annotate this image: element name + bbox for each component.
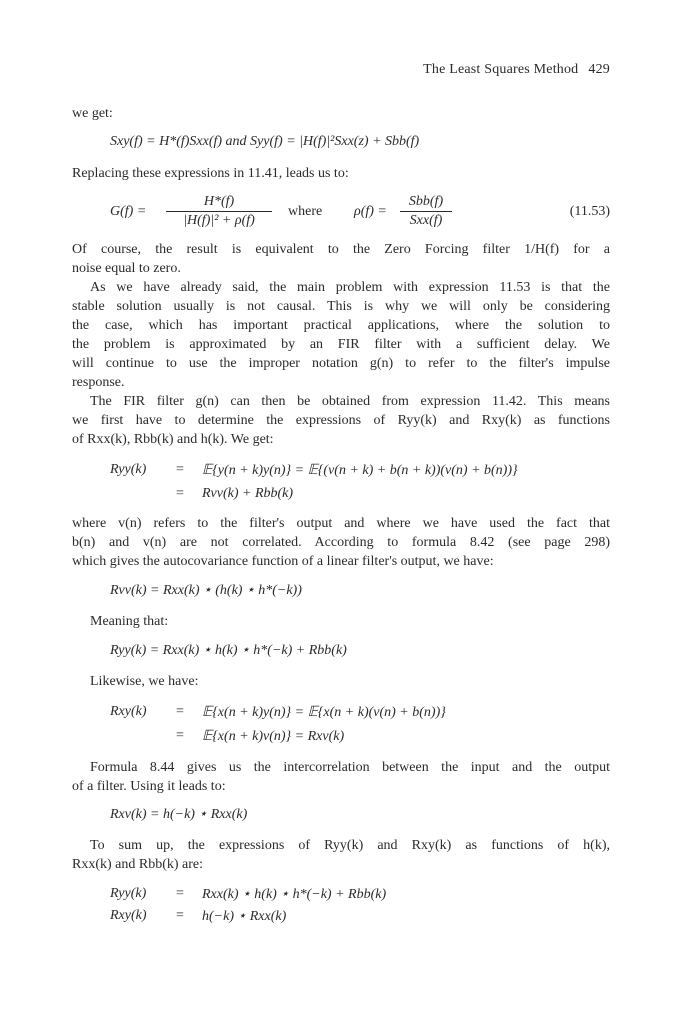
eq-equals: =: [176, 728, 184, 743]
text-line: b(n) and v(n) are not correlated. According to formula 8.42 (see page 298): [72, 535, 610, 550]
eq-equals: =: [176, 462, 184, 477]
text-line: will continue to use the improper notation g(n) to refer to the filter's impulse: [72, 356, 610, 371]
text-line: response.: [72, 375, 125, 390]
text-line: Replacing these expressions in 11.41, leads us to:: [72, 166, 349, 181]
eq-lhs: G(f) =: [110, 204, 147, 219]
eq-equals: =: [176, 908, 184, 923]
eq-rhs: 𝔼{x(n + k)y(n)} = 𝔼{x(n + k)(v(n) + b(n))}: [202, 705, 446, 720]
text-line: The FIR filter g(n) can then be obtained from expression 11.42. This means: [90, 394, 610, 409]
page-number: 429: [588, 62, 610, 77]
header-title: The Least Squares Method: [423, 62, 579, 77]
eq-equals: =: [176, 486, 184, 501]
fraction-bar: [400, 211, 452, 212]
eq-rho-fraction: [400, 194, 452, 229]
eq-rhs: 𝔼{y(n + k)y(n)} = 𝔼{(v(n + k) + b(n + k))(v(n) + b(n))}: [202, 463, 518, 478]
text-line: Rxx(k) and Rbb(k) are:: [72, 857, 204, 872]
text-line: Meaning that:: [90, 614, 169, 629]
eq-lhs: Rxy(k): [110, 908, 147, 923]
text-line: the problem is approximated by an FIR filter with a sufficient delay. We: [72, 337, 610, 352]
eq-numerator: H*(f): [203, 194, 235, 209]
equation-ryy-expanded: Ryy(k) = Rxx(k) ⋆ h(k) ⋆ h*(−k) + Rbb(k): [110, 643, 347, 658]
eq-rhs: h(−k) ⋆ Rxx(k): [202, 909, 287, 924]
text-line: which gives the autocovariance function of a linear filter's output, we have:: [72, 554, 494, 569]
eq-equals: =: [176, 886, 184, 901]
text-line: Of course, the result is equivalent to the Zero Forcing filter 1/H(f) for a: [72, 242, 610, 257]
text-line: where v(n) refers to the filter's output and where we have used the fact that: [72, 516, 610, 531]
eq-rhs: Rxx(k) ⋆ h(k) ⋆ h*(−k) + Rbb(k): [202, 887, 387, 902]
eq-lhs: Rxy(k): [110, 704, 147, 719]
running-header: [423, 62, 610, 78]
text-line: As we have already said, the main problem with expression 11.53 is that the: [90, 280, 610, 295]
text-line: Formula 8.44 gives us the intercorrelation between the input and the output: [90, 760, 610, 775]
text-line: stable solution usually is not causal. This is why we will only be considering: [72, 299, 610, 314]
text-line: Likewise, we have:: [90, 674, 199, 689]
eq-rho-denominator: Sxx(f): [409, 213, 443, 228]
eq-rhs: 𝔼{x(n + k)v(n)} = Rxv(k): [202, 729, 345, 744]
eq-denominator: |H(f)|² + ρ(f): [183, 213, 255, 228]
eq-fraction: [166, 194, 272, 229]
equation-sxy: Sxy(f) = H*(f)Sxx(f) and Syy(f) = |H(f)|²Sxx(z) + Sbb(f): [110, 134, 420, 149]
text-line: To sum up, the expressions of Ryy(k) and Rxy(k) as functions of h(k),: [90, 838, 610, 853]
eq-lhs: Ryy(k): [110, 462, 147, 477]
eq-where: where: [288, 204, 323, 219]
eq-rho-numerator: Sbb(f): [408, 194, 444, 209]
eq-lhs: Ryy(k): [110, 886, 147, 901]
text-line: noise equal to zero.: [72, 261, 181, 276]
text-line: we first have to determine the expressions of Ryy(k) and Rxy(k) as functions: [72, 413, 610, 428]
equation-number: (11.53): [569, 204, 610, 219]
equation-rvv: Rvv(k) = Rxx(k) ⋆ (h(k) ⋆ h*(−k)): [110, 583, 302, 598]
eq-equals: =: [176, 704, 184, 719]
eq-rho: ρ(f) =: [354, 204, 387, 219]
eq-rhs: Rvv(k) + Rbb(k): [202, 486, 294, 501]
text-line: of Rxx(k), Rbb(k) and h(k). We get:: [72, 432, 274, 447]
text-line: the case, which has important practical applications, where the solution to: [72, 318, 610, 333]
equation-rxv: Rxv(k) = h(−k) ⋆ Rxx(k): [110, 807, 248, 822]
fraction-bar: [166, 211, 272, 212]
text-line: we get:: [72, 106, 113, 121]
text-line: of a filter. Using it leads to:: [72, 779, 226, 794]
